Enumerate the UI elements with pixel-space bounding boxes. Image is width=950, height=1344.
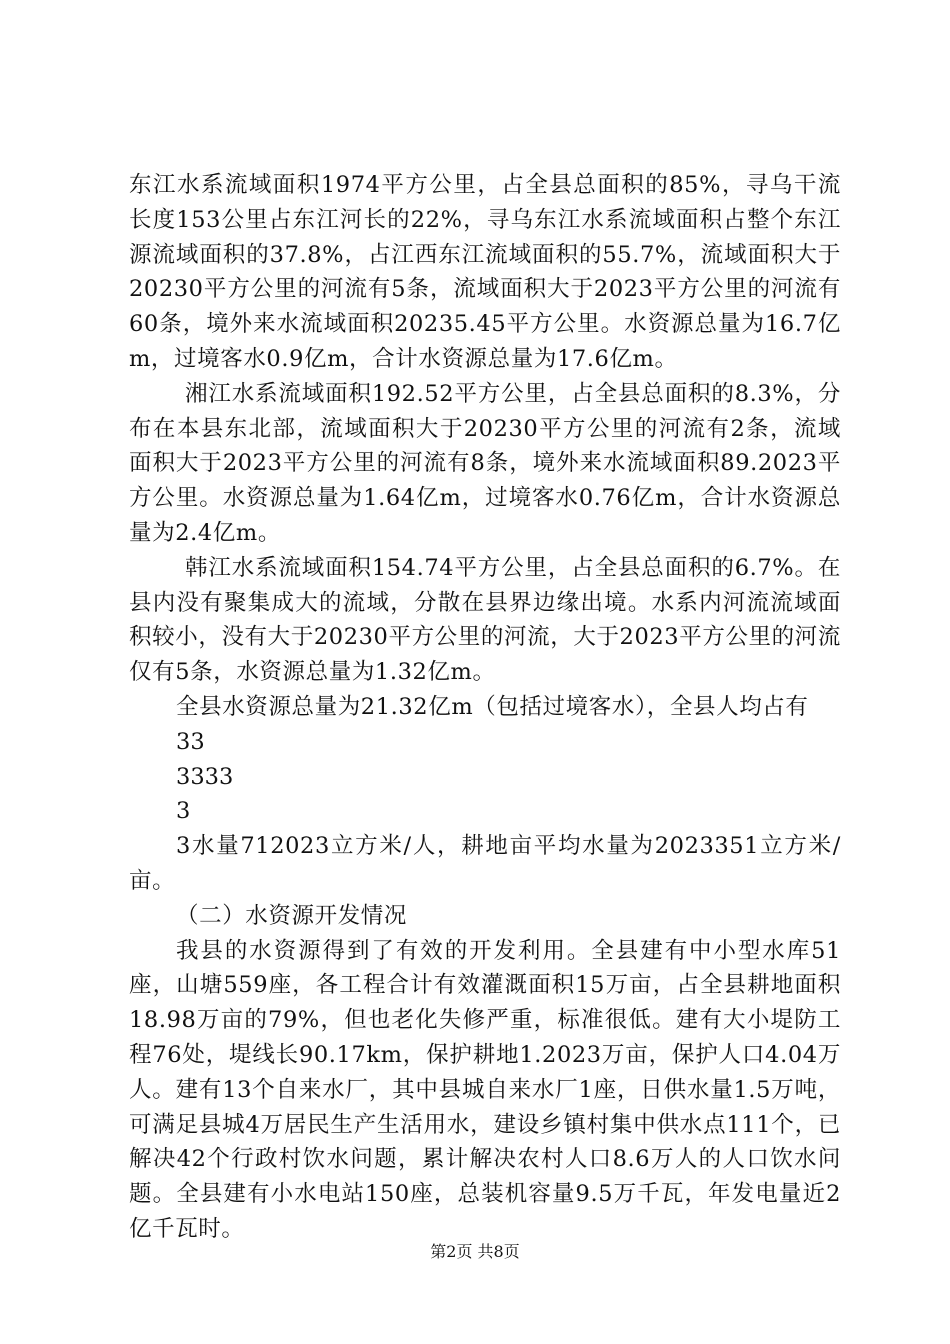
page-footer: 第2页 共8页 bbox=[430, 1242, 520, 1261]
paragraph-hanjiang: 韩江水系流域面积154.74平方公里，占全县总面积的6.7%。在县内没有聚集成大的流域，分散在县界边缘出境。水系内河流流域面积较小，没有大于20230平方公里的河流，大于2023平方公里的河流仅有5条，水资源总量为1.32亿m。 bbox=[129, 554, 841, 686]
paragraph-dongjiang: 东江水系流域面积1974平方公里，占全县总面积的85%，寻乌干流长度153公里占东江河长的22%，寻乌东江水系流域面积占整个东江源流域面积的37.8%，占江西东江流域面积的55.7%，流域面积大于20230平方公里的河流有5条，流域面积大于2023平方公里的河流有60条，境外来水流域面积20235.45平方公里。水资源总量为16.7亿m，过境客水0.9亿m，合计水资源总量为17.6亿m。 bbox=[129, 172, 841, 372]
number-line-2: 3333 bbox=[176, 763, 234, 790]
section-heading-development: （二）水资源开发情况 bbox=[176, 902, 408, 929]
number-line-1: 33 bbox=[176, 728, 205, 755]
paragraph-total-water: 全县水资源总量为21.32亿m（包括过境客水），全县人均占有 bbox=[176, 693, 809, 720]
paragraph-xiangjiang: 湘江水系流域面积192.52平方公里，占全县总面积的8.3%，分布在本县东北部，流域面积大于20230平方公里的河流有2条，流域面积大于2023平方公里的河流有8条，境外来水流域面积89.2023平方公里。水资源总量为1.64亿m，过境客水0.76亿m，合计水资源总量为2.4亿m。 bbox=[129, 380, 841, 546]
paragraph-per-capita: 3水量712023立方米/人，耕地亩平均水量为2023351立方米/亩。 bbox=[129, 833, 841, 894]
number-line-3: 3 bbox=[176, 798, 191, 825]
paragraph-development: 我县的水资源得到了有效的开发利用。全县建有中小型水库51座，山塘559座，各工程合计有效灌溉面积15万亩，占全县耕地面积18.98万亩的79%，但也老化失修严重，标准很低。建有大小堤防工程76处，堤线长90.17km，保护耕地1.2023万亩，保护人口4.04万人。建有13个自来水厂，其中县城自来水厂1座，日供水量1.5万吨，可满足县城4万居民生产生活用水，建设乡镇村集中供水点111个，已解决42个行政村饮水问题，累计解决农村人口8.6万人的人口饮水问题。全县建有小水电站150座，总装机容量9.5万千瓦，年发电量近2亿千瓦时。 bbox=[129, 937, 841, 1242]
document-body bbox=[129, 168, 841, 1247]
